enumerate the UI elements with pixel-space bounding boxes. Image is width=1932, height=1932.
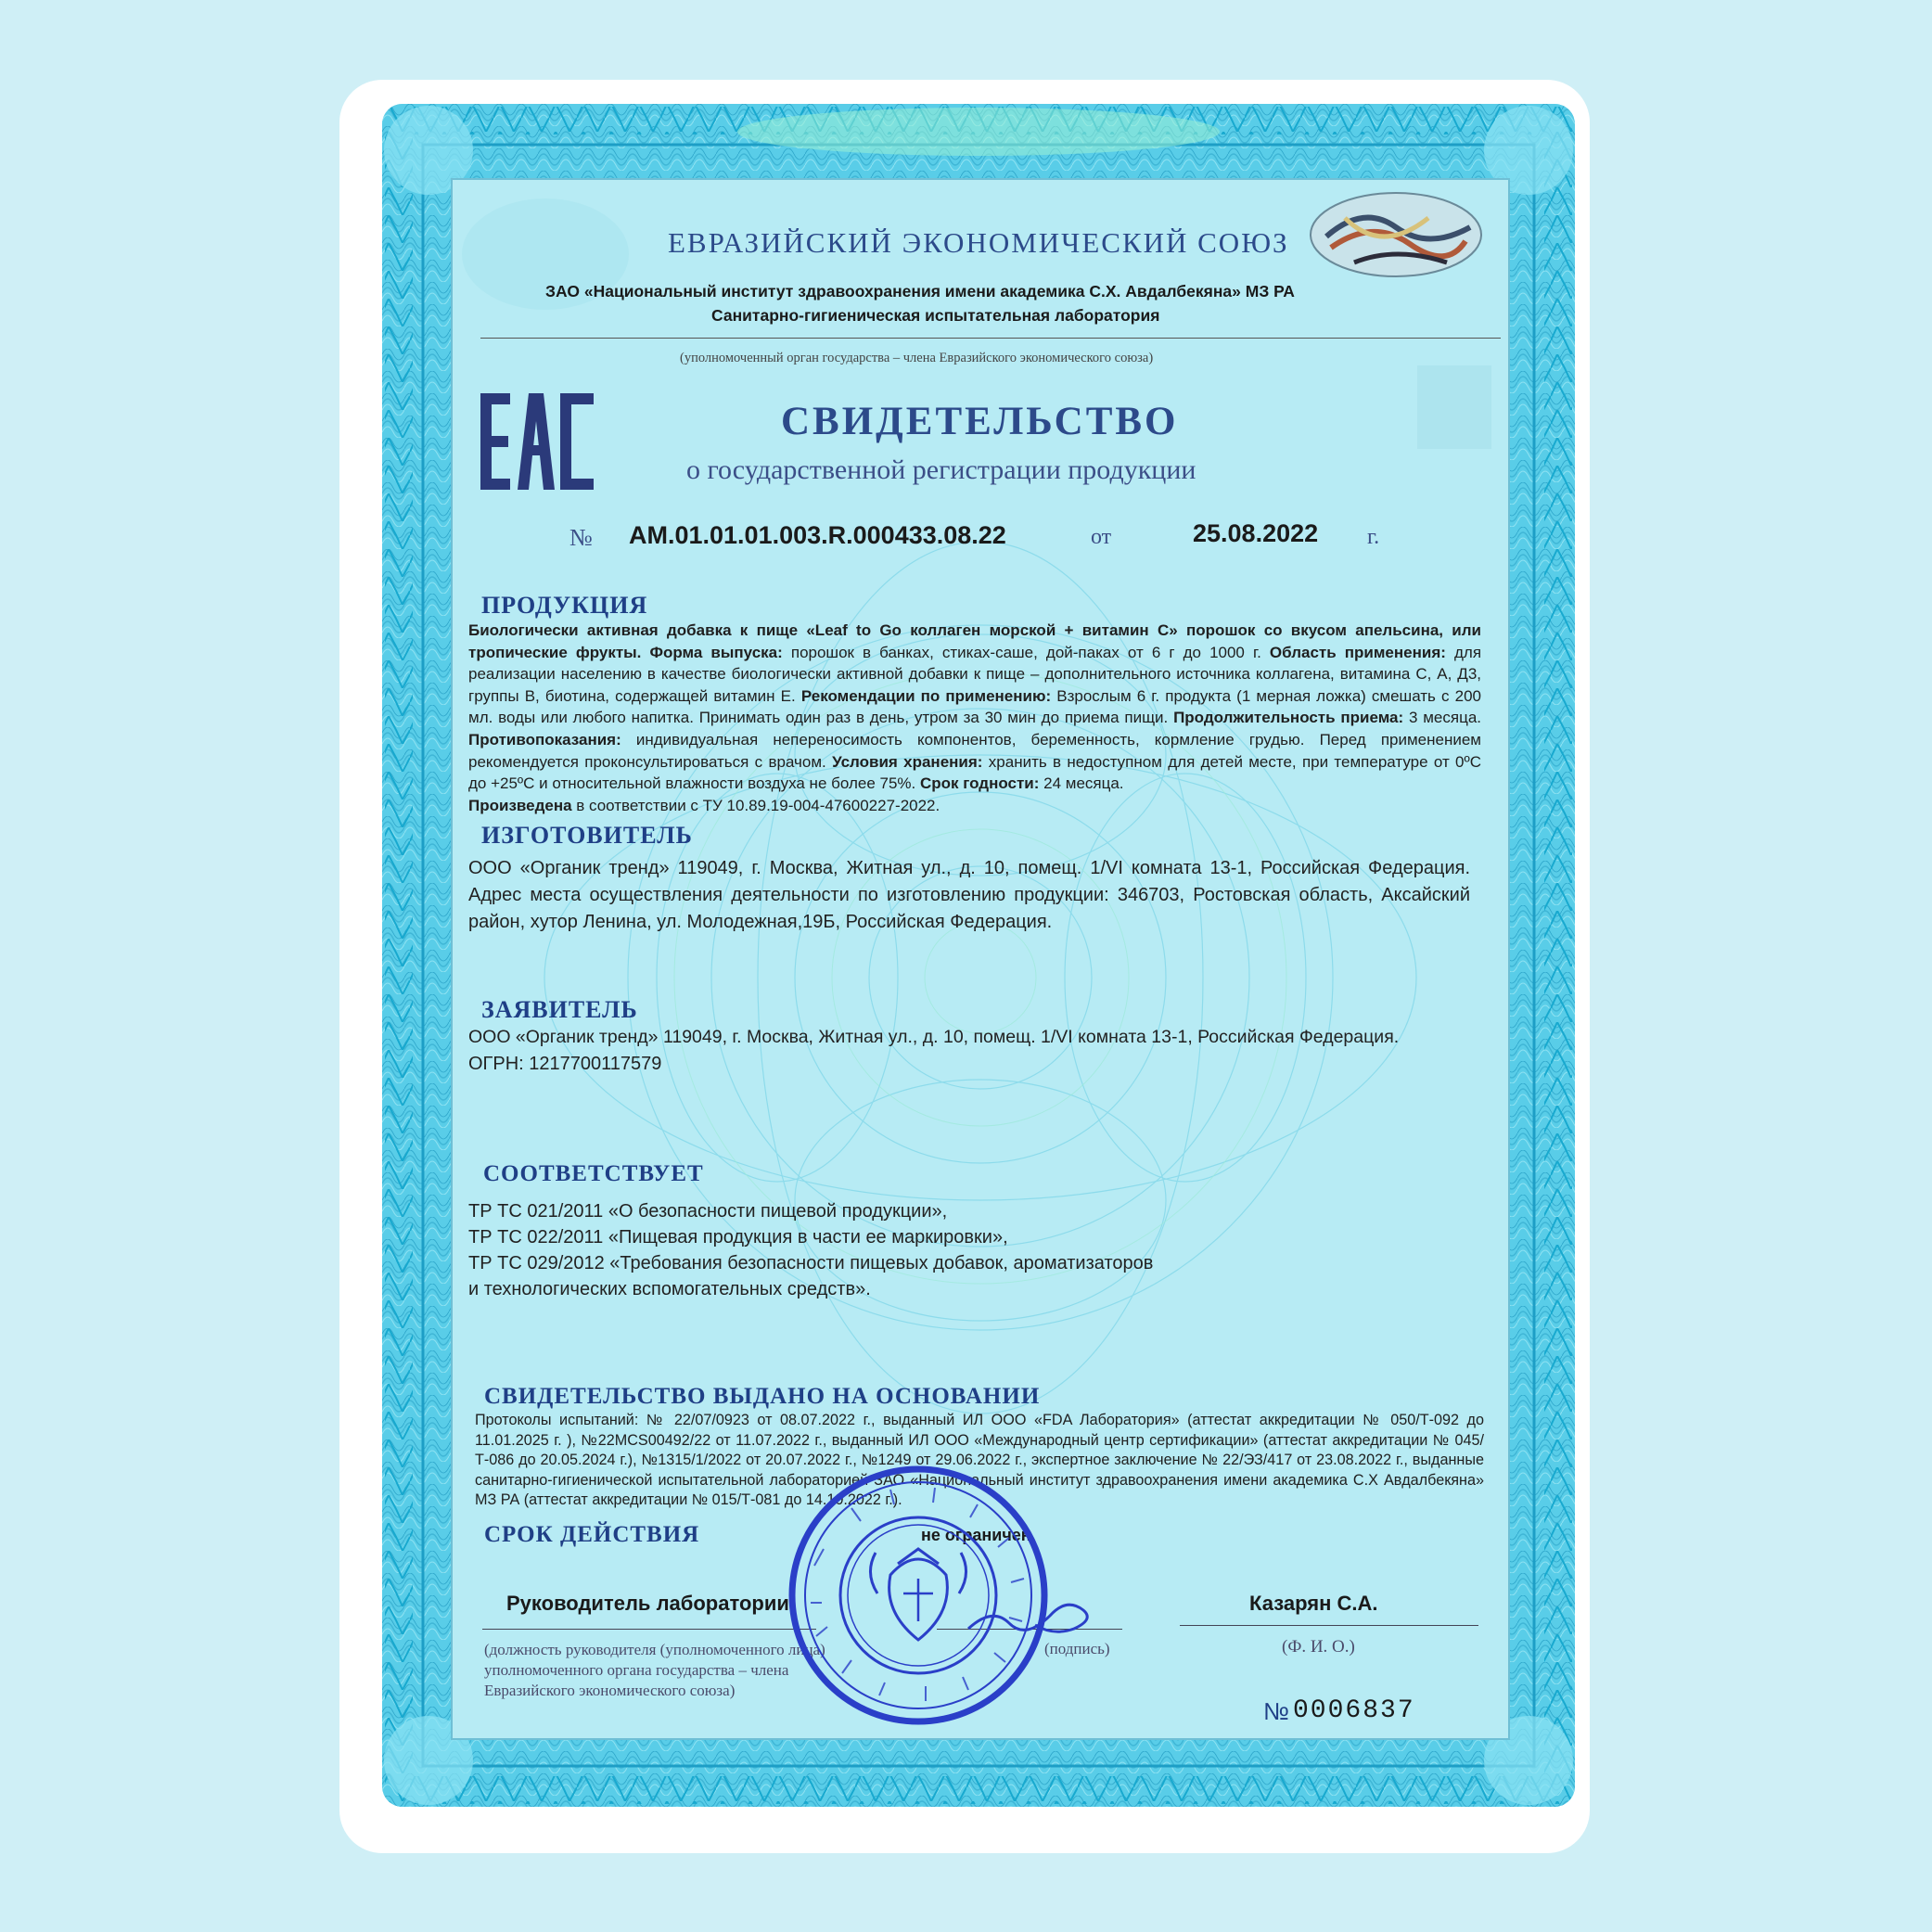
product-heading: ПРОДУКЦИЯ	[481, 592, 648, 619]
certificate-subtitle: о государственной регистрации продукции	[686, 454, 1196, 485]
validity-value: не ограничен	[921, 1526, 1031, 1544]
product-description: Биологически активная добавка к пище «Leaf to Go коллаген морской + витамин С» порошок со вкусом апельсина, или тропические фрукты. Форма выпуска: порошок в банках, стиках-саше, дой-паках от 6 г до 1000 г. Область применения: для реализации населению в качестве биологически активной добавки к пище – дополнительного источника коллагена, витамина С, А, Д3, группы В, биотина, содержащей витамин Е. Рекомендации по применению: Взрослым 6 г. продукта (1 мерная ложка) смешать с 200 мл. воды или любого напитка. Принимать один раз в день, утром за 30 мин до приема пищи. Продолжительность приема: 3 месяца. Противопоказания: индивидуальная непереносимость компонентов, беременность, кормление грудью. Перед применением рекомендуется проконсультироваться с врачом. Условия хранения: хранить в недоступном для детей месте, при температуре от 0ºС до +25ºС и относительной влажности воздуха не более 75%. Срок годности: 24 месяца. Произведена в соответствии с ТУ 10.89.19-004-47600227-2022.	[468, 621, 1482, 814]
conformity-item: ТР ТС 021/2011 «О безопасности пищевой продукции»,	[468, 1201, 948, 1222]
conformity-list	[468, 1198, 1153, 1302]
authority-note: (уполномоченный орган государства – члена Евразийского экономического союза)	[680, 351, 1154, 365]
signature-caption: (подпись)	[1044, 1640, 1110, 1657]
conformity-item: ТР ТС 029/2012 «Требования безопасности пищевых добавок, ароматизаторов	[468, 1253, 1154, 1273]
applicant-ogrn: ОГРН: 1217700117579	[468, 1054, 662, 1074]
position-line	[482, 1629, 816, 1630]
validity-heading: СРОК ДЕЙСТВИЯ	[484, 1522, 700, 1547]
institute-line: ЗАО «Национальный институт здравоохранения имени академика С.Х. Авдалбекяна» МЗ РА	[545, 282, 1295, 301]
serial-number: 0006837	[1293, 1696, 1415, 1725]
applicant-address: ООО «Органик тренд» 119049, г. Москва, Житная ул., д. 10, помещ. 1/VI комната 13-1, Российская Федерация.	[468, 1027, 1400, 1047]
union-title: ЕВРАЗИЙСКИЙ ЭКОНОМИЧЕСКИЙ СОЮЗ	[668, 226, 1289, 259]
signature-scribble-icon	[965, 1588, 1104, 1644]
basis-text: Протоколы испытаний: № 22/07/0923 от 08.07.2022 г., выданный ИЛ ООО «FDA Лаборатория» (аттестат аккредитации № 050/Т-092 до 11.01.2025 г. ), №22MCS00492/22 от 11.07.2022 г., выданный ИЛ ООО «Международный центр сертификации» (аттестат аккредитации № 045/Т-086 до 20.05.2024 г.), №1315/1/2022 от 20.07.2022 г., №1249 от 29.06.2022 г., экспертное заключение № 22/ЭЗ/417 от 23.08.2022 г., выданные санитарно-гигиенической испытательной лабораторией ЗАО «Национальный институт здравоохранения имени академика С.Х Авдалбекяна» МЗ РА (аттестат аккредитации № 015/Т-081 до 14.10.2022 г.).	[475, 1412, 1484, 1509]
conformity-item: ТР ТС 022/2011 «Пищевая продукция в части ее маркировки»,	[468, 1227, 1008, 1247]
name-line	[1180, 1625, 1478, 1626]
certificate-title: СВИДЕТЕЛЬСТВО	[781, 400, 1179, 443]
date-from-label: от	[1091, 525, 1112, 549]
signer-position: Руководитель лаборатории	[506, 1592, 789, 1615]
registration-number: AM.01.01.01.003.R.000433.08.22	[629, 521, 1006, 549]
position-caption: (должность руководителя (уполномоченного лица) уполномоченного органа государства – члена Евразийского экономического союза)	[484, 1641, 825, 1699]
conformity-heading: СООТВЕТСТВУЕТ	[483, 1161, 704, 1186]
year-suffix: г.	[1367, 525, 1380, 549]
eac-mark-icon	[480, 393, 597, 490]
header-divider	[480, 338, 1501, 339]
serial-label: №	[1263, 1697, 1289, 1725]
manufacturer-heading: ИЗГОТОВИТЕЛЬ	[481, 822, 693, 849]
number-label: №	[569, 524, 593, 551]
registration-date: 25.08.2022	[1193, 519, 1319, 547]
signer-name: Казарян С.А.	[1249, 1592, 1378, 1615]
name-caption: (Ф. И. О.)	[1282, 1637, 1355, 1657]
conformity-item: и технологических вспомогательных средств».	[468, 1279, 871, 1299]
lab-line: Санитарно-гигиеническая испытательная лаборатория	[711, 306, 1160, 325]
basis-heading: СВИДЕТЕЛЬСТВО ВЫДАНО НА ОСНОВАНИИ	[484, 1384, 1041, 1409]
hologram-icon	[1308, 190, 1484, 279]
manufacturer-text: ООО «Органик тренд» 119049, г. Москва, Житная ул., д. 10, помещ. 1/VI комната 13-1, Российская Федерация. Адрес места осуществления деятельности по изготовлению продукции: 346703, Ростовская область, Аксайский район, хутор Ленина, ул. Молодежная,19Б, Российская Федерация.	[468, 858, 1470, 932]
applicant-heading: ЗАЯВИТЕЛЬ	[481, 996, 638, 1023]
